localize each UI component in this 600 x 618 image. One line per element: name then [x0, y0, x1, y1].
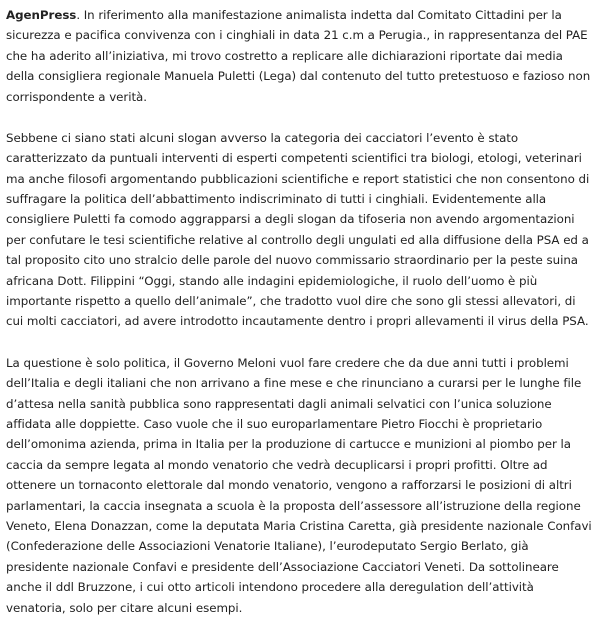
paragraph-1-text: . In riferimento alla manifestazione animalista indetta dal Comitato Cittadini per la sicurezza e pacifica convivenza con i cinghiali in data 21 c.m a Perugia., in rappresentanza del PAE che ha aderito all’iniziativa, mi trovo costretto a replicare alle dichiarazioni riportate dai media della consigliera regionale Manuela Puletti (Lega) dal contenuto del tutto pretestuoso e fazioso non corrispondente a verità. — [6, 8, 591, 104]
paragraph-2: Sebbene ci siano stati alcuni slogan avverso la categoria dei cacciatori l’evento è stato caratterizzato da puntuali interventi di esperti competenti scientifici tra biologi, etologi, veterinari ma anche filosofi argomentando pubblicazioni scientifiche e report statistici che non consentono di suffragare la politica dell’abbattimento indiscriminato di tutti i cinghiali. Evidentemente alla consigliere Puletti fa comodo aggrapparsi a degli slogan da tifoseria non avendo argomentazioni per confutare le tesi scientifiche relative al controllo degli ungulati ed alla diffusione della PSA ed a tal proposito cito uno stralcio delle parole del nuovo commissario straordinario per la peste suina africana Dott. Filippini “Oggi, stando alle indagini epidemiologiche, il ruolo dell’uomo è più importante rispetto a quello dell’animale”, che tradotto vuol dire che sono gli stessi allevatori, di cui molti cacciatori, ad avere introdotto incautamente dentro i propri allevamenti il virus della PSA. — [6, 130, 590, 329]
paragraph-1 — [6, 5, 594, 107]
paragraph-3: La questione è solo politica, il Governo Meloni vuol fare credere che da due anni tutti i problemi dell’Italia e degli italiani che non arrivano a fine mese e che rinunciano a curarsi per le lunghe file d’attesa nella sanità pubblica sono rappresentati dagli animali selvatici con l’unica soluzione affidata alle doppiette. Caso vuole che il suo europarlamentare Pietro Fiocchi è proprietario dell’omonima azienda, prima in Italia per la produzione di cartucce e munizioni al piombo per la caccia da sempre legata al mondo venatorio che vedrà decuplicarsi i propri profitti. Oltre ad ottenere un tornaconto elettorale dal mondo venatorio, vengono a rafforzarsi le posizioni di altri parlamentari, la caccia insegnata a scuola è la proposta dell’assessore all’istruzione della regione Veneto, Elena Donazzan, come la deputata Maria Cristina Caretta, già presidente nazionale Confavi (Confederazione delle Associazioni Venatorie Italiane), l’eurodeputato Sergio Berlato, già presidente nazionale Confavi e presidente dell’Associazione Cacciatori Veneti. Da sottolineare anche il ddl Bruzzone, i cui otto articoli intendono procedere alla deregulation dell’attività venatoria, solo per citare alcuni esempi. — [6, 355, 592, 615]
source-name: AgenPress — [6, 8, 77, 22]
